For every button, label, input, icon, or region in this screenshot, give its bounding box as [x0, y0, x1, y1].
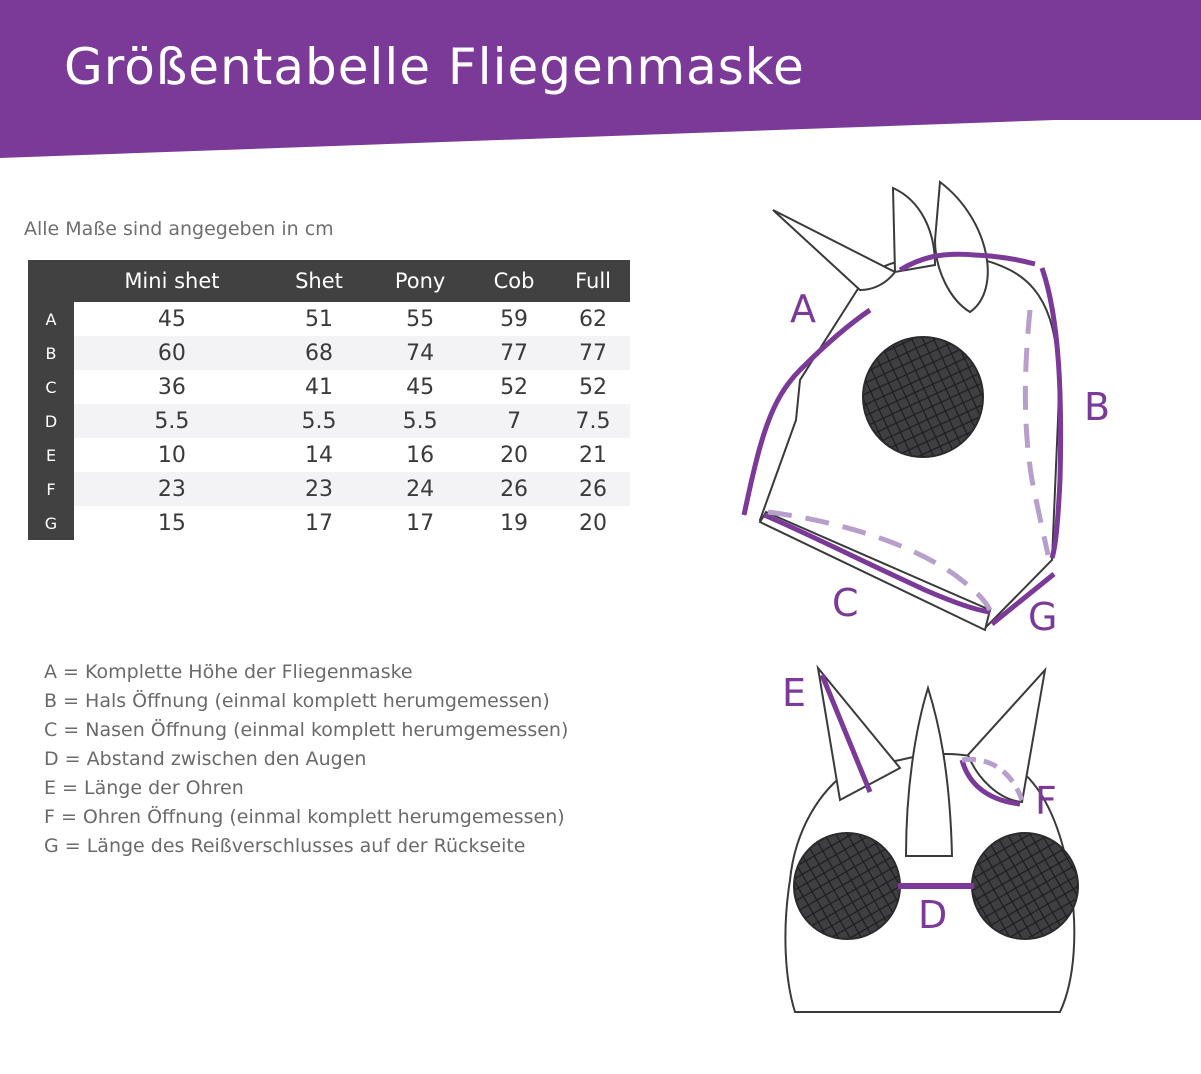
label-f: F	[1035, 779, 1057, 823]
measurement-legend	[44, 658, 568, 861]
table-cell: 74	[368, 336, 472, 370]
table-cell: 15	[157, 510, 186, 536]
unit-note: Alle Maße sind angegeben in cm	[24, 218, 334, 240]
label-c: C	[832, 581, 859, 625]
forehead-band	[906, 688, 952, 856]
table-cell: 20	[500, 442, 529, 468]
label-g: G	[1028, 595, 1058, 639]
table-cell: 62	[579, 306, 608, 332]
legend-item: F = Ohren Öffnung (einmal komplett herumgemessen)	[44, 806, 565, 828]
table-cell: 77	[556, 336, 630, 370]
column-header: Full	[556, 260, 630, 302]
label-d: D	[918, 893, 948, 937]
row-label: B	[28, 336, 74, 370]
table-cell: 55	[406, 306, 435, 332]
table-corner	[28, 260, 74, 302]
table-cell: 14	[304, 442, 333, 468]
table-cell: 36	[157, 374, 186, 400]
table-cell: 17	[304, 510, 333, 536]
left-ear-icon	[773, 210, 895, 290]
table-cell: 52	[579, 374, 608, 400]
left-eye-mesh-icon	[794, 833, 900, 939]
header-banner	[0, 0, 1201, 160]
table-cell: 10	[157, 442, 186, 468]
table-cell: 5.5	[368, 404, 472, 438]
table-cell: 23	[270, 472, 368, 506]
table-cell: 16	[406, 442, 435, 468]
side-view-diagram	[730, 175, 1130, 645]
row-label: F	[28, 472, 74, 506]
row-label: G	[28, 506, 74, 540]
table-cell: 21	[579, 442, 608, 468]
table-cell: 7.5	[556, 404, 630, 438]
page-title: Größentabelle Fliegenmaske	[64, 38, 805, 96]
row-label: D	[28, 404, 74, 438]
label-a: A	[790, 287, 816, 331]
column-header: Shet	[270, 260, 368, 302]
label-e: E	[782, 671, 807, 715]
table-row	[28, 472, 630, 506]
table-cell: 60	[74, 336, 270, 370]
legend-item: B = Hals Öffnung (einmal komplett herumgemessen)	[44, 690, 550, 712]
table-cell: 41	[304, 374, 333, 400]
table-cell: 68	[270, 336, 368, 370]
table-cell: 52	[500, 374, 529, 400]
table-cell: 19	[500, 510, 529, 536]
table-cell: 24	[368, 472, 472, 506]
front-view-diagram	[770, 660, 1100, 1030]
table-cell: 45	[406, 374, 435, 400]
legend-item: D = Abstand zwischen den Augen	[44, 748, 367, 770]
column-header: Pony	[368, 260, 472, 302]
table-cell: 26	[556, 472, 630, 506]
table-cell: 59	[500, 306, 529, 332]
legend-item: G = Länge des Reißverschlusses auf der Rückseite	[44, 835, 526, 857]
size-table	[28, 260, 630, 540]
right-eye-mesh-icon	[972, 833, 1078, 939]
eye-mesh-icon	[863, 337, 983, 457]
table-cell: 17	[406, 510, 435, 536]
row-label: A	[28, 302, 74, 336]
table-row	[28, 438, 630, 472]
label-b: B	[1084, 385, 1111, 429]
row-label: C	[28, 370, 74, 404]
table-cell: 26	[472, 472, 556, 506]
row-label: E	[28, 438, 74, 472]
table-row	[28, 370, 630, 404]
table-cell: 5.5	[74, 404, 270, 438]
table-cell: 20	[579, 510, 608, 536]
table-cell: 5.5	[270, 404, 368, 438]
column-header: Cob	[472, 260, 556, 302]
table-cell: 45	[157, 306, 186, 332]
table-row	[28, 336, 630, 370]
table-cell: 77	[472, 336, 556, 370]
table-cell: 23	[74, 472, 270, 506]
table-row	[28, 506, 630, 540]
table-header-row	[28, 260, 630, 302]
table-cell: 7	[472, 404, 556, 438]
table-row	[28, 404, 630, 438]
table-cell: 51	[304, 306, 333, 332]
legend-item: E = Länge der Ohren	[44, 777, 244, 799]
legend-item: A = Komplette Höhe der Fliegenmaske	[44, 661, 413, 683]
legend-item: C = Nasen Öffnung (einmal komplett herumgemessen)	[44, 719, 569, 741]
table-row	[28, 302, 630, 336]
column-header: Mini shet	[74, 260, 270, 302]
